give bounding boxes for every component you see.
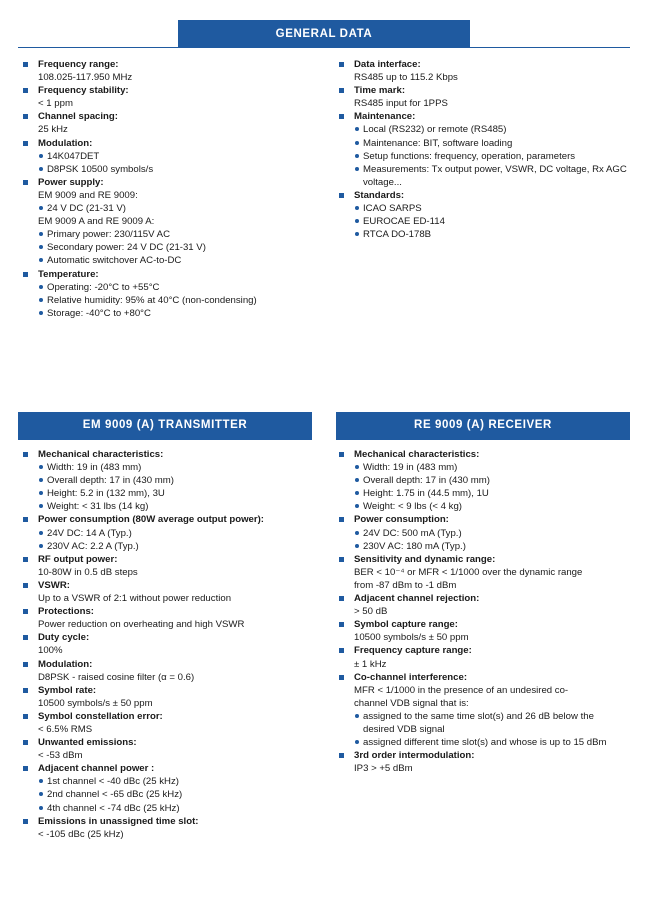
dot-bullet-icon — [355, 141, 359, 145]
square-bullet-icon — [23, 517, 28, 522]
spec-sub-item — [38, 228, 321, 241]
spec-value: ± 1 kHz — [354, 658, 387, 670]
square-bullet-icon — [23, 452, 28, 457]
spec-item — [337, 110, 629, 189]
spec-item — [337, 749, 623, 775]
spec-item — [337, 448, 623, 513]
receiver-header-rule — [336, 439, 630, 440]
spec-sub-item — [354, 487, 623, 500]
square-bullet-icon — [339, 517, 344, 522]
spec-sub-item — [354, 461, 623, 474]
dot-bullet-icon — [39, 245, 43, 249]
spec-sub-item — [38, 527, 317, 540]
spec-value: 10500 symbols/s ± 50 ppm — [38, 697, 153, 709]
spec-item — [21, 513, 317, 552]
spec-sub-item — [354, 710, 623, 736]
spec-sub-text: EUROCAE ED-114 — [363, 216, 445, 228]
spec-value: BER < 10⁻⁴ or MFR < 1/1000 over the dynamic range — [354, 566, 583, 578]
spec-title: Adjacent channel power : — [38, 763, 155, 775]
dot-bullet-icon — [39, 154, 43, 158]
spec-item — [21, 110, 321, 136]
spec-sub-text: Automatic switchover AC-to-DC — [47, 255, 182, 267]
spec-sub-item — [38, 281, 321, 294]
receiver-header: RE 9009 (A) RECEIVER — [336, 412, 630, 439]
spec-title: Time mark: — [354, 85, 406, 97]
spec-sub-text: assigned to the same time slot(s) and 26 dB below the desired VDB signal — [363, 710, 594, 735]
dot-bullet-icon — [39, 258, 43, 262]
spec-sub-item — [38, 461, 317, 474]
spec-title: Temperature: — [38, 268, 99, 280]
general-right-column — [337, 58, 629, 241]
square-bullet-icon — [23, 609, 28, 614]
square-bullet-icon — [23, 662, 28, 667]
spec-title: Data interface: — [354, 59, 421, 70]
spec-value: channel VDB signal that is: — [354, 697, 469, 709]
spec-value: < -53 dBm — [38, 750, 83, 762]
dot-bullet-icon — [355, 219, 359, 223]
square-bullet-icon — [339, 648, 344, 653]
spec-sub-item — [38, 474, 317, 487]
spec-sub-item — [354, 163, 629, 189]
spec-item — [21, 448, 317, 513]
spec-item — [21, 631, 317, 657]
dot-bullet-icon — [39, 167, 43, 171]
spec-item — [21, 268, 321, 320]
spec-item — [337, 553, 623, 592]
spec-sub-item — [38, 150, 321, 163]
spec-sub-text: Overall depth: 17 in (430 mm) — [363, 475, 490, 487]
spec-title: Frequency capture range: — [354, 645, 472, 657]
dot-bullet-icon — [355, 544, 359, 548]
dot-bullet-icon — [355, 465, 359, 469]
square-bullet-icon — [23, 141, 28, 146]
spec-sub-item — [38, 254, 321, 267]
spec-title: Adjacent channel rejection: — [354, 593, 480, 605]
spec-sub-text: Secondary power: 24 V DC (21-31 V) — [47, 242, 206, 254]
spec-value: 10500 symbols/s ± 50 ppm — [354, 632, 469, 644]
spec-sub-text: 2nd channel < -65 dBc (25 kHz) — [47, 789, 183, 801]
spec-value: 25 kHz — [38, 124, 68, 136]
square-bullet-icon — [23, 62, 28, 67]
spec-item — [337, 84, 629, 110]
spec-title: Co-channel interference: — [354, 671, 468, 683]
dot-bullet-icon — [39, 491, 43, 495]
spec-sub-item — [38, 241, 321, 254]
spec-title: Frequency stability: — [38, 85, 129, 97]
spec-title: Power supply: — [38, 176, 104, 188]
spec-value: Power reduction on overheating and high VSWR — [38, 619, 245, 631]
spec-sub-item — [38, 487, 317, 500]
spec-item — [21, 579, 317, 605]
spec-value: EM 9009 A and RE 9009 A: — [38, 216, 155, 228]
spec-value: MFR < 1/1000 in the presence of an undesired co- — [354, 684, 569, 696]
spec-sub-text: 24 V DC (21-31 V) — [47, 203, 126, 215]
spec-title: Duty cycle: — [38, 632, 90, 644]
spec-sub-item — [38, 294, 321, 307]
spec-sub-text: Operating: -20°C to +55°C — [47, 281, 160, 293]
dot-bullet-icon — [39, 232, 43, 236]
square-bullet-icon — [23, 88, 28, 93]
dot-bullet-icon — [355, 167, 359, 171]
spec-title: Mechanical characteristics: — [354, 449, 480, 460]
spec-value: D8PSK - raised cosine filter (α = 0.6) — [38, 671, 195, 683]
dot-bullet-icon — [355, 206, 359, 210]
square-bullet-icon — [23, 766, 28, 771]
square-bullet-icon — [339, 193, 344, 198]
spec-sub-text: Measurements: Tx output power, VSWR, DC voltage, Rx AGC voltage... — [363, 163, 627, 188]
spec-sub-text: Weight: < 31 lbs (14 kg) — [47, 501, 149, 513]
spec-sub-item — [38, 802, 317, 815]
dot-bullet-icon — [39, 779, 43, 783]
dot-bullet-icon — [39, 504, 43, 508]
spec-title: Symbol capture range: — [354, 619, 458, 631]
spec-sub-item — [38, 500, 317, 513]
spec-sub-text: Storage: -40°C to +80°C — [47, 307, 151, 319]
square-bullet-icon — [339, 675, 344, 680]
spec-title: RF output power: — [38, 553, 118, 565]
dot-bullet-icon — [355, 714, 359, 718]
spec-sub-item — [38, 540, 317, 553]
spec-sub-item — [38, 202, 321, 215]
spec-sub-item — [354, 202, 629, 215]
dot-bullet-icon — [355, 531, 359, 535]
spec-item — [337, 513, 623, 552]
square-bullet-icon — [23, 583, 28, 588]
spec-title: Mechanical characteristics: — [38, 449, 164, 460]
spec-item — [21, 658, 317, 684]
spec-sub-item — [38, 775, 317, 788]
spec-sub-text: 24V DC: 500 mA (Typ.) — [363, 527, 462, 539]
spec-item — [21, 553, 317, 579]
spec-sub-text: assigned different time slot(s) and whose is up to 15 dBm — [363, 737, 607, 749]
spec-sub-text: Maintenance: BIT, software loading — [363, 137, 513, 149]
spec-sub-item — [354, 736, 623, 749]
spec-sub-item — [354, 500, 623, 513]
square-bullet-icon — [339, 557, 344, 562]
square-bullet-icon — [23, 272, 28, 277]
transmitter-header: EM 9009 (A) TRANSMITTER — [18, 412, 312, 439]
square-bullet-icon — [23, 714, 28, 719]
spec-sub-text: Height: 5.2 in (132 mm), 3U — [47, 488, 165, 500]
spec-title: Channel spacing: — [38, 111, 118, 123]
square-bullet-icon — [23, 740, 28, 745]
spec-title: VSWR: — [38, 579, 70, 591]
spec-value: 10-80W in 0.5 dB steps — [38, 566, 138, 578]
spec-item — [337, 592, 623, 618]
spec-item — [21, 710, 317, 736]
spec-sub-item — [38, 788, 317, 801]
dot-bullet-icon — [39, 285, 43, 289]
dot-bullet-icon — [355, 504, 359, 508]
spec-title: Maintenance: — [354, 111, 416, 123]
spec-sub-item — [354, 540, 623, 553]
spec-value: RS485 up to 115.2 Kbps — [354, 72, 458, 84]
spec-sub-text: D8PSK 10500 symbols/s — [47, 163, 154, 175]
spec-item — [21, 762, 317, 814]
spec-title: Power consumption: — [354, 514, 449, 526]
spec-title: Modulation: — [38, 658, 93, 670]
dot-bullet-icon — [39, 206, 43, 210]
spec-sub-text: 230V AC: 180 mA (Typ.) — [363, 540, 466, 552]
dot-bullet-icon — [355, 478, 359, 482]
transmitter-header-rule — [18, 439, 312, 440]
spec-sub-text: Weight: < 9 lbs (< 4 kg) — [363, 501, 463, 513]
spec-sub-item — [354, 527, 623, 540]
spec-value: < 1 ppm — [38, 98, 73, 110]
spec-value: RS485 input for 1PPS — [354, 98, 448, 110]
spec-title: Symbol constellation error: — [38, 710, 163, 722]
dot-bullet-icon — [355, 740, 359, 744]
general-data-header: GENERAL DATA — [178, 20, 470, 48]
spec-sub-text: 1st channel < -40 dBc (25 kHz) — [47, 776, 179, 788]
spec-title: Symbol rate: — [38, 684, 97, 696]
square-bullet-icon — [339, 622, 344, 627]
spec-item — [337, 189, 629, 241]
spec-value: > 50 dB — [354, 606, 388, 618]
spec-item — [337, 671, 623, 750]
spec-item — [21, 684, 317, 710]
transmitter-column — [21, 448, 317, 841]
spec-sub-item — [354, 215, 629, 228]
spec-value: Up to a VSWR of 2:1 without power reduction — [38, 593, 232, 605]
dot-bullet-icon — [39, 465, 43, 469]
spec-item — [21, 137, 321, 176]
square-bullet-icon — [339, 114, 344, 119]
dot-bullet-icon — [39, 478, 43, 482]
square-bullet-icon — [23, 688, 28, 693]
spec-sub-text: RTCA DO-178B — [363, 229, 432, 241]
spec-sub-text: 4th channel < -74 dBc (25 kHz) — [47, 802, 180, 814]
square-bullet-icon — [339, 753, 344, 758]
spec-sub-text: Setup functions: frequency, operation, parameters — [363, 150, 576, 162]
spec-sub-text: 14K047DET — [47, 150, 100, 162]
dot-bullet-icon — [39, 311, 43, 315]
spec-sub-item — [354, 150, 629, 163]
spec-sub-text: Relative humidity: 95% at 40°C (non-condensing) — [47, 294, 257, 306]
spec-sub-text: Width: 19 in (483 mm) — [363, 462, 458, 474]
spec-sub-text: Width: 19 in (483 mm) — [47, 462, 142, 474]
spec-sub-item — [354, 474, 623, 487]
spec-value: from -87 dBm to -1 dBm — [354, 579, 457, 591]
spec-item — [21, 84, 321, 110]
spec-item — [21, 176, 321, 268]
spec-sub-text: Primary power: 230/115V AC — [47, 229, 170, 241]
dot-bullet-icon — [39, 792, 43, 796]
square-bullet-icon — [23, 819, 28, 824]
spec-title: Modulation: — [38, 137, 93, 149]
spec-title: Power consumption (80W average output power): — [38, 514, 265, 526]
spec-title: Standards: — [354, 189, 405, 201]
dot-bullet-icon — [355, 154, 359, 158]
spec-sub-text: Height: 1.75 in (44.5 mm), 1U — [363, 488, 489, 500]
square-bullet-icon — [23, 114, 28, 119]
square-bullet-icon — [23, 635, 28, 640]
square-bullet-icon — [339, 596, 344, 601]
spec-title: Protections: — [38, 606, 94, 618]
spec-value: 108.025-117.950 MHz — [38, 72, 133, 84]
dot-bullet-icon — [39, 806, 43, 810]
spec-value: IP3 > +5 dBm — [354, 763, 413, 775]
dot-bullet-icon — [39, 298, 43, 302]
dot-bullet-icon — [355, 127, 359, 131]
spec-item — [21, 815, 317, 841]
spec-item — [21, 736, 317, 762]
spec-sub-item — [38, 307, 321, 320]
spec-sub-item — [354, 123, 629, 136]
spec-item — [21, 58, 321, 84]
square-bullet-icon — [23, 557, 28, 562]
square-bullet-icon — [339, 88, 344, 93]
spec-sub-text: Local (RS232) or remote (RS485) — [363, 124, 507, 136]
spec-sub-item — [38, 163, 321, 176]
dot-bullet-icon — [39, 531, 43, 535]
spec-sub-text: 24V DC: 14 A (Typ.) — [47, 527, 132, 539]
spec-sub-item — [354, 228, 629, 241]
dot-bullet-icon — [355, 232, 359, 236]
spec-title: Emissions in unassigned time slot: — [38, 815, 199, 827]
spec-sub-text: Overall depth: 17 in (430 mm) — [47, 475, 174, 487]
spec-item — [337, 618, 623, 644]
spec-item — [337, 644, 623, 670]
spec-item — [21, 605, 317, 631]
spec-title: Unwanted emissions: — [38, 737, 137, 749]
spec-sub-text: ICAO SARPS — [363, 203, 422, 215]
spec-title: Sensitivity and dynamic range: — [354, 553, 496, 565]
receiver-column — [337, 448, 623, 775]
spec-title: Frequency range: — [38, 59, 119, 70]
spec-item — [337, 58, 629, 84]
dot-bullet-icon — [39, 544, 43, 548]
spec-title: 3rd order intermodulation: — [354, 750, 475, 762]
spec-value: 100% — [38, 645, 63, 657]
spec-sub-item — [354, 137, 629, 150]
square-bullet-icon — [23, 180, 28, 185]
spec-sub-text: 230V AC: 2.2 A (Typ.) — [47, 540, 139, 552]
square-bullet-icon — [339, 62, 344, 67]
square-bullet-icon — [339, 452, 344, 457]
dot-bullet-icon — [355, 491, 359, 495]
general-left-column — [21, 58, 321, 320]
spec-value: < 6.5% RMS — [38, 723, 93, 735]
spec-value: < -105 dBc (25 kHz) — [38, 828, 124, 840]
spec-value: EM 9009 and RE 9009: — [38, 189, 138, 201]
